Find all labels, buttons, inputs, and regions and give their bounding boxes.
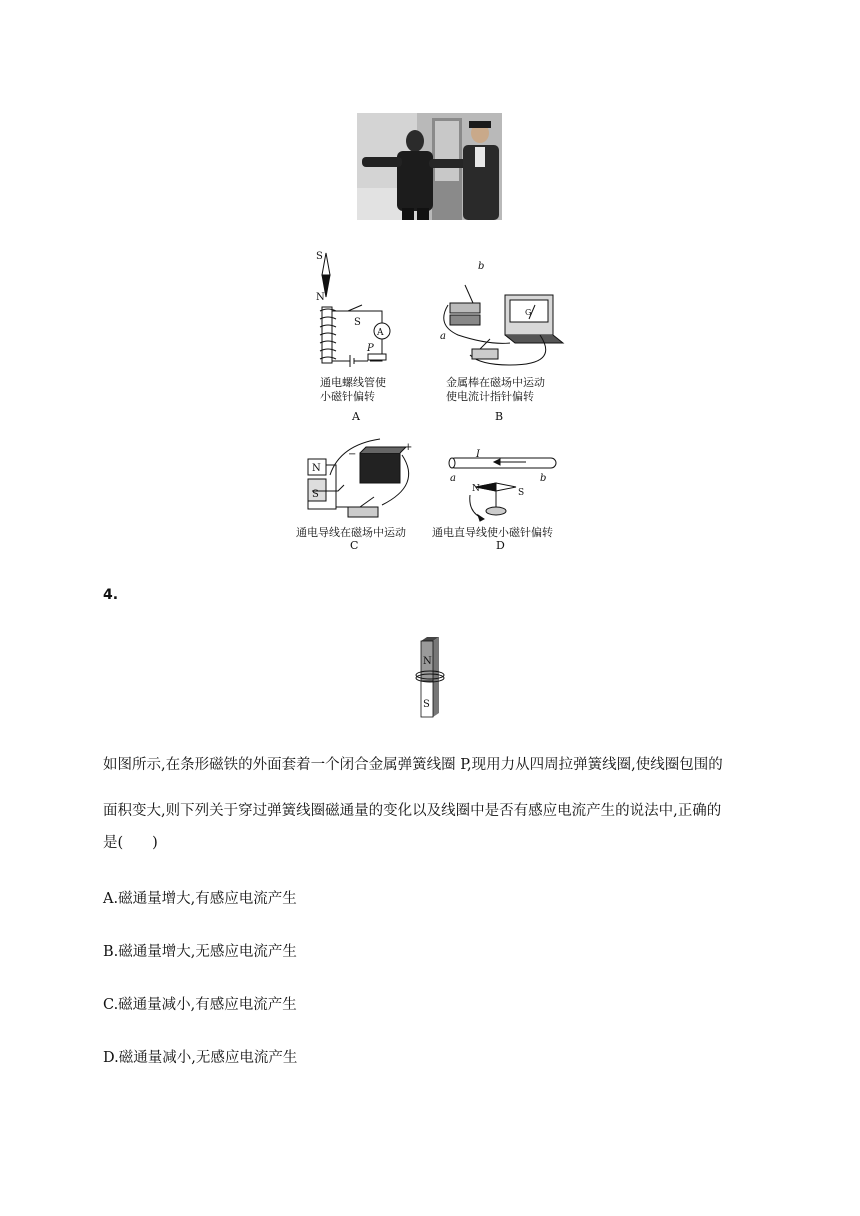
figure-d-caption: 通电直导线使小磁针偏转: [432, 526, 553, 539]
option-b[interactable]: B.磁通量增大,无感应电流产生: [103, 944, 297, 960]
figure-d-letter: D: [496, 539, 505, 550]
question-text-line-2: 面积变大,则下列关于穿过弹簧线圈磁通量的变化以及线圈中是否有感应电流产生的说法中,正确的: [103, 803, 722, 819]
question-text-line-1: 如图所示,在条形磁铁的外面套着一个闭合金属弹簧线圈 P,现用力从四周拉弹簧线圈,使线圈包围的: [103, 757, 723, 773]
question-number: 4.: [103, 587, 119, 603]
magnet-s-label: S: [423, 699, 430, 710]
figure-d-a-label: a: [450, 473, 456, 484]
figure-b-caption-2: 使电流计指针偏转: [446, 390, 534, 403]
figure-d-i-label: I: [476, 449, 480, 460]
figure-d-s-label: S: [518, 488, 525, 498]
figure-c-apparatus: [308, 439, 409, 517]
option-c[interactable]: C.磁通量减小,有感应电流产生: [103, 997, 297, 1013]
question-text-line-3: 是( ): [103, 835, 158, 851]
figure-a-compass: [316, 251, 330, 303]
experiment-figures: [290, 245, 580, 550]
figure-a-n-label: N: [316, 292, 325, 303]
figure-c-minus-label: −: [348, 449, 357, 460]
figure-b-b-label: b: [478, 261, 485, 272]
bar-magnet-with-coil: [405, 637, 455, 719]
figure-b-letter: B: [495, 410, 504, 423]
figure-a-p-label: P: [367, 343, 374, 354]
figure-c-caption: 通电导线在磁场中运动: [296, 526, 406, 539]
option-a[interactable]: A.磁通量增大,有感应电流产生: [103, 891, 297, 907]
magnet-n-label: N: [423, 656, 432, 667]
figure-d-apparatus: [449, 458, 556, 521]
figure-c-n-label: N: [312, 463, 321, 474]
figure-c-s-label: S: [312, 489, 319, 500]
figure-c-plus-label: +: [404, 442, 413, 453]
figure-c-letter: C: [350, 539, 359, 550]
security-check-photo: [357, 113, 502, 220]
figure-b-apparatus: [444, 285, 563, 365]
figure-a-caption-1: 通电螺线管使: [320, 376, 386, 389]
figure-a-switch-label: S: [354, 317, 361, 328]
figure-a-s-label: S: [316, 251, 323, 262]
figure-d-n-label: N: [472, 484, 480, 494]
figure-d-b-label: b: [540, 473, 547, 484]
figure-b-g-label: G: [525, 308, 532, 317]
figure-a-letter: A: [352, 410, 360, 423]
figure-a-ammeter-label: A: [377, 328, 384, 338]
figure-b-a-label: a: [440, 331, 446, 342]
figure-a-caption-2: 小磁针偏转: [320, 390, 375, 403]
figure-b-caption-1: 金属棒在磁场中运动: [446, 376, 545, 389]
option-d[interactable]: D.磁通量减小,无感应电流产生: [103, 1050, 298, 1066]
